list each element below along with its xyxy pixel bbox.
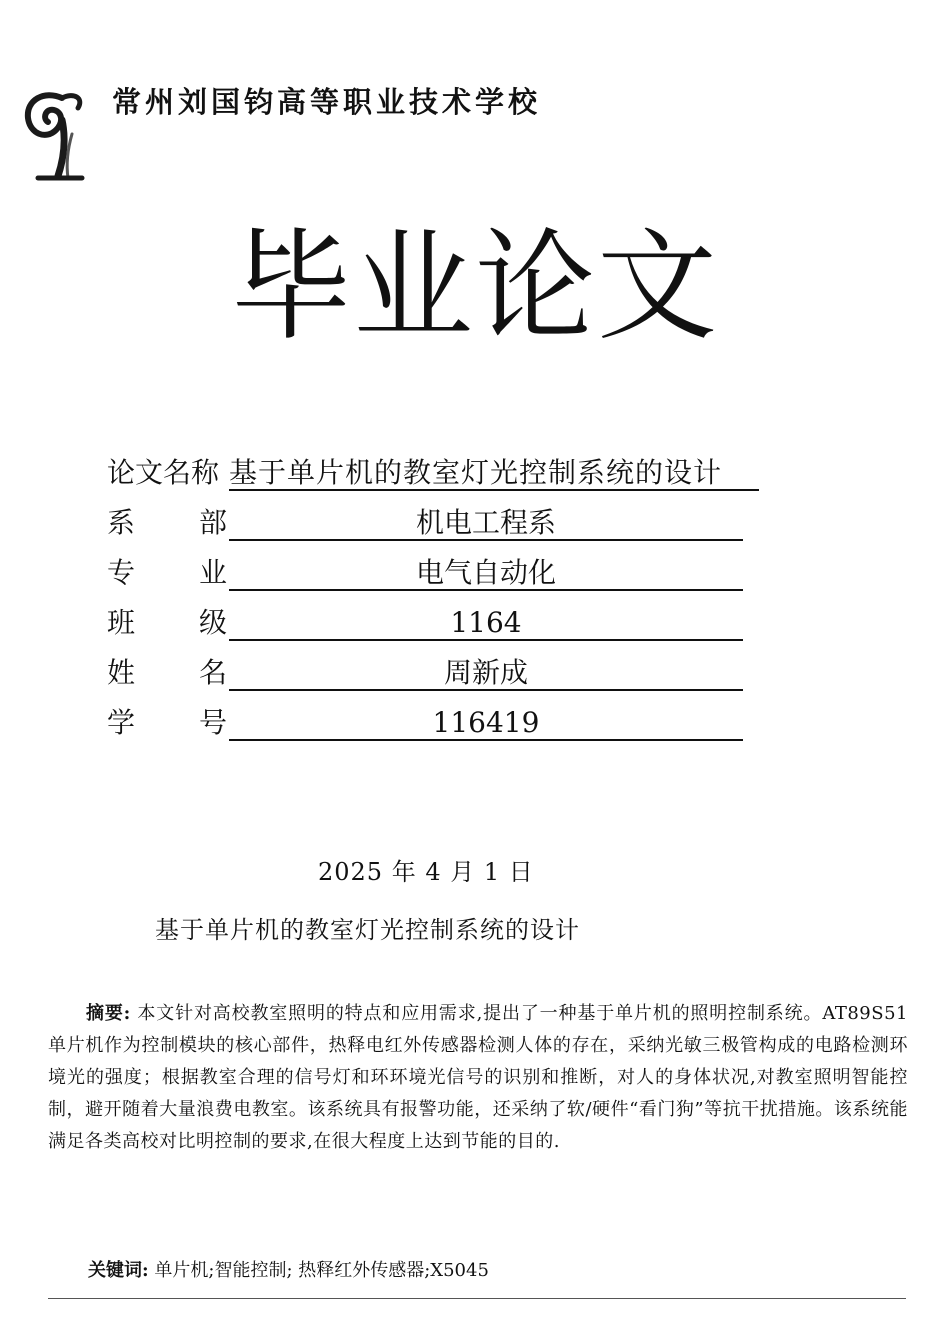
department-label-char-2: 部 — [199, 506, 228, 539]
keywords-text: 单片机;智能控制; 热释红外传感器;X5045 — [148, 1260, 489, 1281]
keywords-label: 关键词: — [88, 1260, 149, 1281]
class-label-char-1: 班 — [107, 606, 136, 639]
major-label-char-1: 专 — [107, 556, 136, 589]
school-logo-icon — [22, 84, 92, 184]
department-value: 机电工程系 — [229, 503, 743, 541]
student-id-label-char-2: 号 — [199, 706, 228, 739]
keywords-line — [88, 1256, 489, 1282]
abstract-paragraph — [48, 998, 908, 1158]
bottom-divider — [48, 1298, 906, 1299]
school-name: 常州刘国钧高等职业技术学校 — [112, 85, 542, 119]
student-id-label-char-1: 学 — [107, 706, 136, 739]
cover-title: 毕业论文 — [231, 218, 719, 357]
abstract-label: 摘要: — [86, 1003, 131, 1024]
department-label-char-1: 系 — [107, 506, 136, 539]
name-label-char-1: 姓 — [107, 656, 136, 689]
document-title: 基于单片机的教室灯光控制系统的设计 — [155, 916, 580, 944]
abstract-text: 本文针对高校教室照明的特点和应用需求,提出了一种基于单片机的照明控制系统。AT89S51 单片机作为控制模块的核心部件，热释电红外传感器检测人体的存在，采纳光敏三极管构成的电路检测环境光的强度；根据教室合理的信号灯和环环境光信号的识别和推断，对人的身体状况,对教室照明智能控制，避开随着大量浪费电教室。该系统具有报警功能，还采纳了软/硬件“看门狗”等抗干扰措施。该系统能满足各类高校对比明控制的要求,在很大程度上达到节能的目的. — [48, 1003, 908, 1152]
name-label-char-2: 名 — [199, 656, 228, 689]
cover-date: 2025 年 4 月 1 日 — [318, 858, 534, 886]
thesis-title-value: 基于单片机的教室灯光控制系统的设计 — [229, 453, 759, 491]
student-id-value: 116419 — [229, 703, 743, 741]
thesis-title-label: 论文名称 — [107, 456, 220, 489]
class-label-char-2: 级 — [199, 606, 228, 639]
major-label-char-2: 业 — [199, 556, 228, 589]
name-value: 周新成 — [229, 653, 743, 691]
class-value: 1164 — [229, 603, 743, 641]
major-value: 电气自动化 — [229, 553, 743, 591]
